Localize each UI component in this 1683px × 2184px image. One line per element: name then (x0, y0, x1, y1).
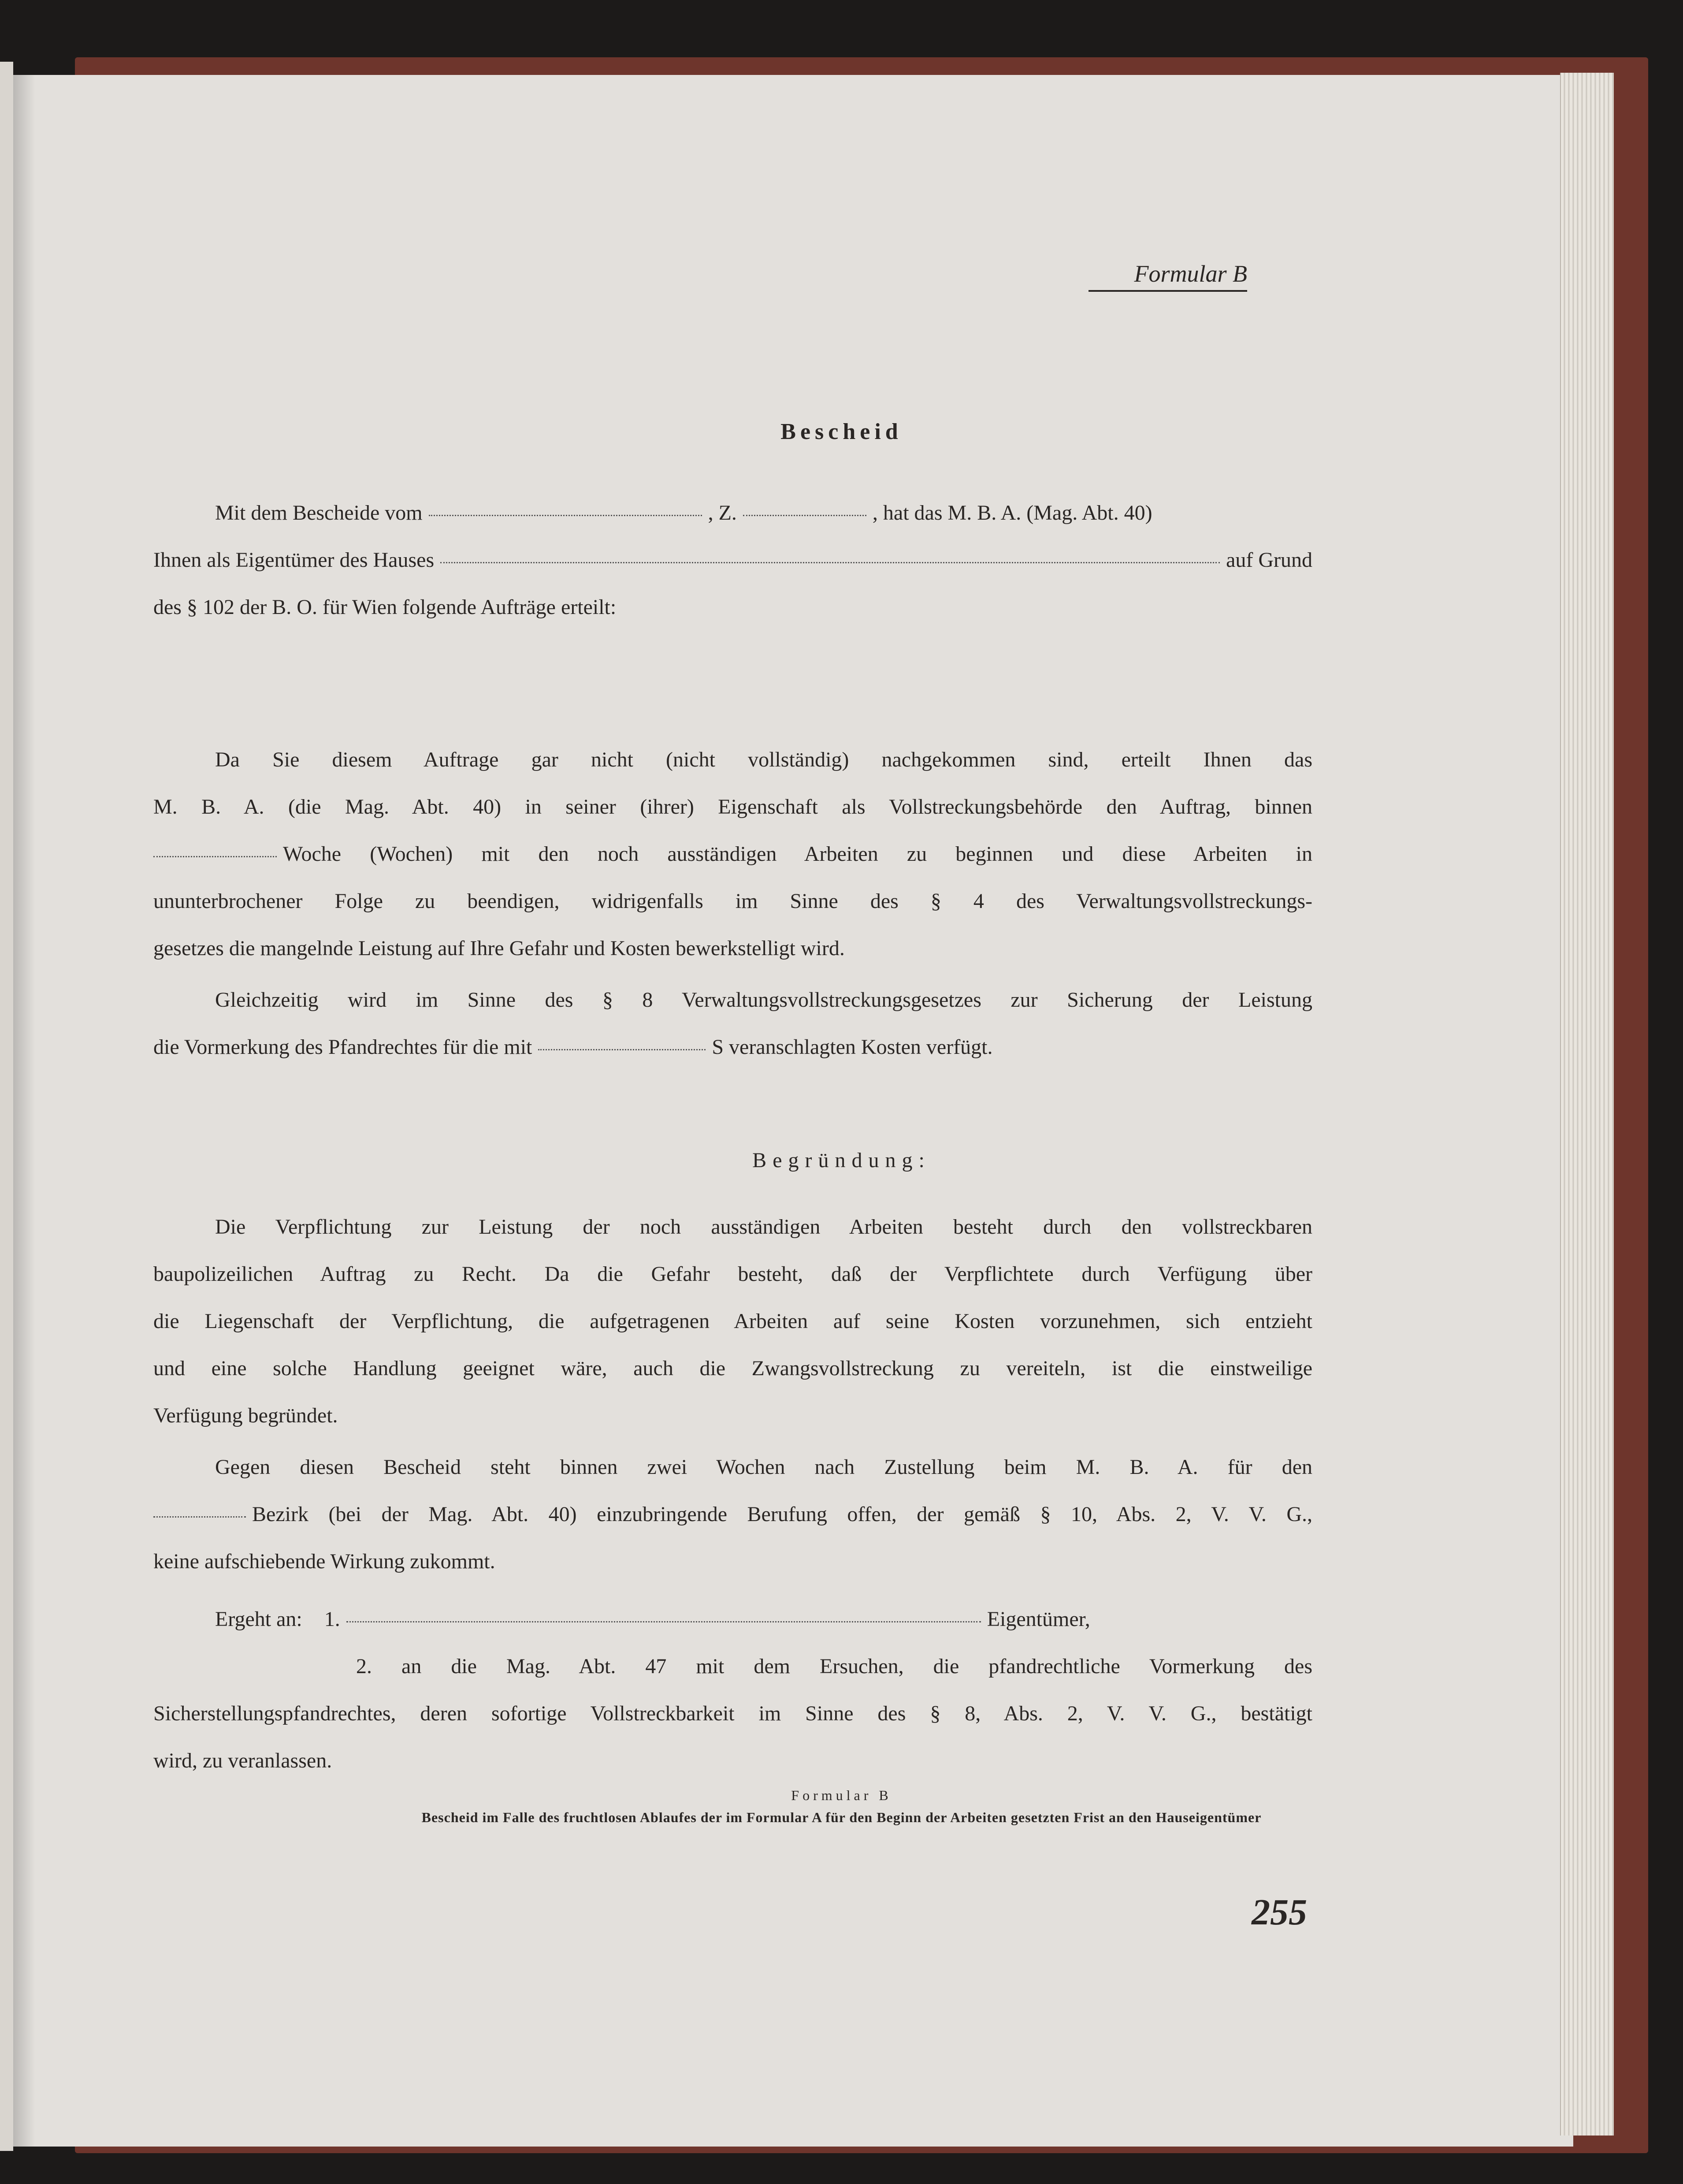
date-blank (429, 515, 702, 516)
line (153, 1444, 1312, 1491)
paragraph-order-reference (153, 489, 1312, 631)
text: Die Verpflichtung zur Leistung der noch ausständigen Arbeiten besteht durch den vollstreckbaren (215, 1215, 1312, 1239)
amount-blank (538, 1049, 706, 1050)
text: keine aufschiebende Wirkung zukommt. (153, 1550, 495, 1573)
text: 2. an die Mag. Abt. 47 mit dem Ersuchen, die pfandrechtliche Vormerkung des (356, 1655, 1312, 1678)
weeks-blank (153, 856, 277, 857)
text: gesetzes die mangelnde Leistung auf Ihre Gefahr und Kosten bewerkstelligt wird. (153, 937, 845, 960)
line (153, 536, 1312, 584)
line (153, 1023, 1312, 1071)
line (153, 1250, 1312, 1298)
text: S veranschlagten Kosten verfügt. (712, 1035, 993, 1059)
book-page (13, 75, 1573, 2147)
paragraph-appeal (153, 1444, 1312, 1585)
text: , Z. (708, 501, 737, 525)
page-number: 255 (1252, 1892, 1307, 1933)
line (153, 1392, 1312, 1439)
line (153, 1491, 1312, 1538)
line (153, 1737, 1312, 1784)
line (153, 584, 1312, 631)
line (153, 878, 1312, 925)
caption-text: Bescheid im Falle des fruchtlosen Ablaufes der im Formular A für den Beginn der Arbeiten gesetzten Frist an den Hauseigentümer (421, 1809, 1262, 1825)
text: Bezirk (bei der Mag. Abt. 40) einzubringende Berufung offen, der gemäß § 10, Abs. 2, V. V. G., (252, 1503, 1312, 1526)
form-label: Formular B (1089, 260, 1247, 292)
district-blank (153, 1516, 246, 1518)
line (153, 783, 1312, 830)
text: , hat das M. B. A. (Mag. Abt. 40) (872, 501, 1152, 525)
paragraph-lien (153, 976, 1312, 1071)
document-title: Bescheid (780, 419, 903, 444)
text: die Vormerkung des Pfandrechtes für die mit (153, 1035, 532, 1059)
text: Ihnen als Eigentümer des Hauses (153, 548, 435, 572)
line (153, 1345, 1312, 1392)
text: Mit dem Bescheide vom (215, 501, 423, 525)
text: M. B. A. (die Mag. Abt. 40) in seiner (ihrer) Eigenschaft als Vollstreckungsbehörde den Auftrag, binnen (153, 795, 1312, 819)
line (153, 1596, 1312, 1643)
line (153, 1203, 1312, 1250)
line (153, 925, 1312, 972)
line (153, 1643, 1312, 1690)
text: Ergeht an: (215, 1607, 302, 1631)
line (153, 736, 1312, 783)
text: ununterbrochener Folge zu beendigen, widrigenfalls im Sinne des § 4 des Verwaltungsvollstreckungs- (153, 889, 1312, 913)
text: und eine solche Handlung geeignet wäre, auch die Zwangsvollstreckung zu vereiteln, ist die einstweilige (153, 1357, 1312, 1380)
text: Gegen diesen Bescheid steht binnen zwei Wochen nach Zustellung beim M. B. A. für den (215, 1455, 1312, 1479)
line (153, 1538, 1312, 1585)
text: Woche (Wochen) mit den noch ausständigen Arbeiten zu beginnen und diese Arbeiten in (283, 842, 1312, 866)
paragraph-reasoning (153, 1203, 1312, 1439)
text: 1. (324, 1607, 340, 1631)
line (153, 1690, 1312, 1737)
paragraph-enforcement-order (153, 736, 1312, 972)
line (153, 489, 1312, 536)
gutter-shadow (13, 75, 35, 2147)
text: baupolizeilichen Auftrag zu Recht. Da die Gefahr besteht, daß der Verpflichtete durch Verfügung über (153, 1262, 1312, 1286)
paragraph-distribution (153, 1596, 1312, 1784)
left-page-edge (0, 62, 13, 2151)
text: Sicherstellungspfandrechtes, deren sofortige Vollstreckbarkeit im Sinne des § 8, Abs. 2, V. V. G., bestätigt (153, 1702, 1312, 1725)
owner-blank (346, 1621, 981, 1622)
caption-title: Formular B (791, 1787, 892, 1803)
text: des § 102 der B. O. für Wien folgende Aufträge erteilt: (153, 595, 617, 619)
section-heading: Begründung: (752, 1149, 931, 1172)
text: die Liegenschaft der Verpflichtung, die aufgetragenen Arbeiten auf seine Kosten vorzunehmen, sich entzieht (153, 1310, 1312, 1333)
house-blank (440, 562, 1220, 563)
number-blank (743, 515, 866, 516)
text: Eigentümer, (987, 1607, 1090, 1631)
line (153, 976, 1312, 1023)
text: wird, zu veranlassen. (153, 1749, 332, 1772)
text: auf Grund (1226, 548, 1312, 572)
text: Verfügung begründet. (153, 1404, 338, 1427)
line (153, 830, 1312, 878)
text: Gleichzeitig wird im Sinne des § 8 Verwaltungsvollstreckungsgesetzes zur Sicherung der Leistung (215, 988, 1312, 1012)
line (153, 1298, 1312, 1345)
text: Da Sie diesem Auftrage gar nicht (nicht vollständig) nachgekommen sind, erteilt Ihnen das (215, 748, 1312, 771)
page-stack-edge (1560, 73, 1614, 2136)
